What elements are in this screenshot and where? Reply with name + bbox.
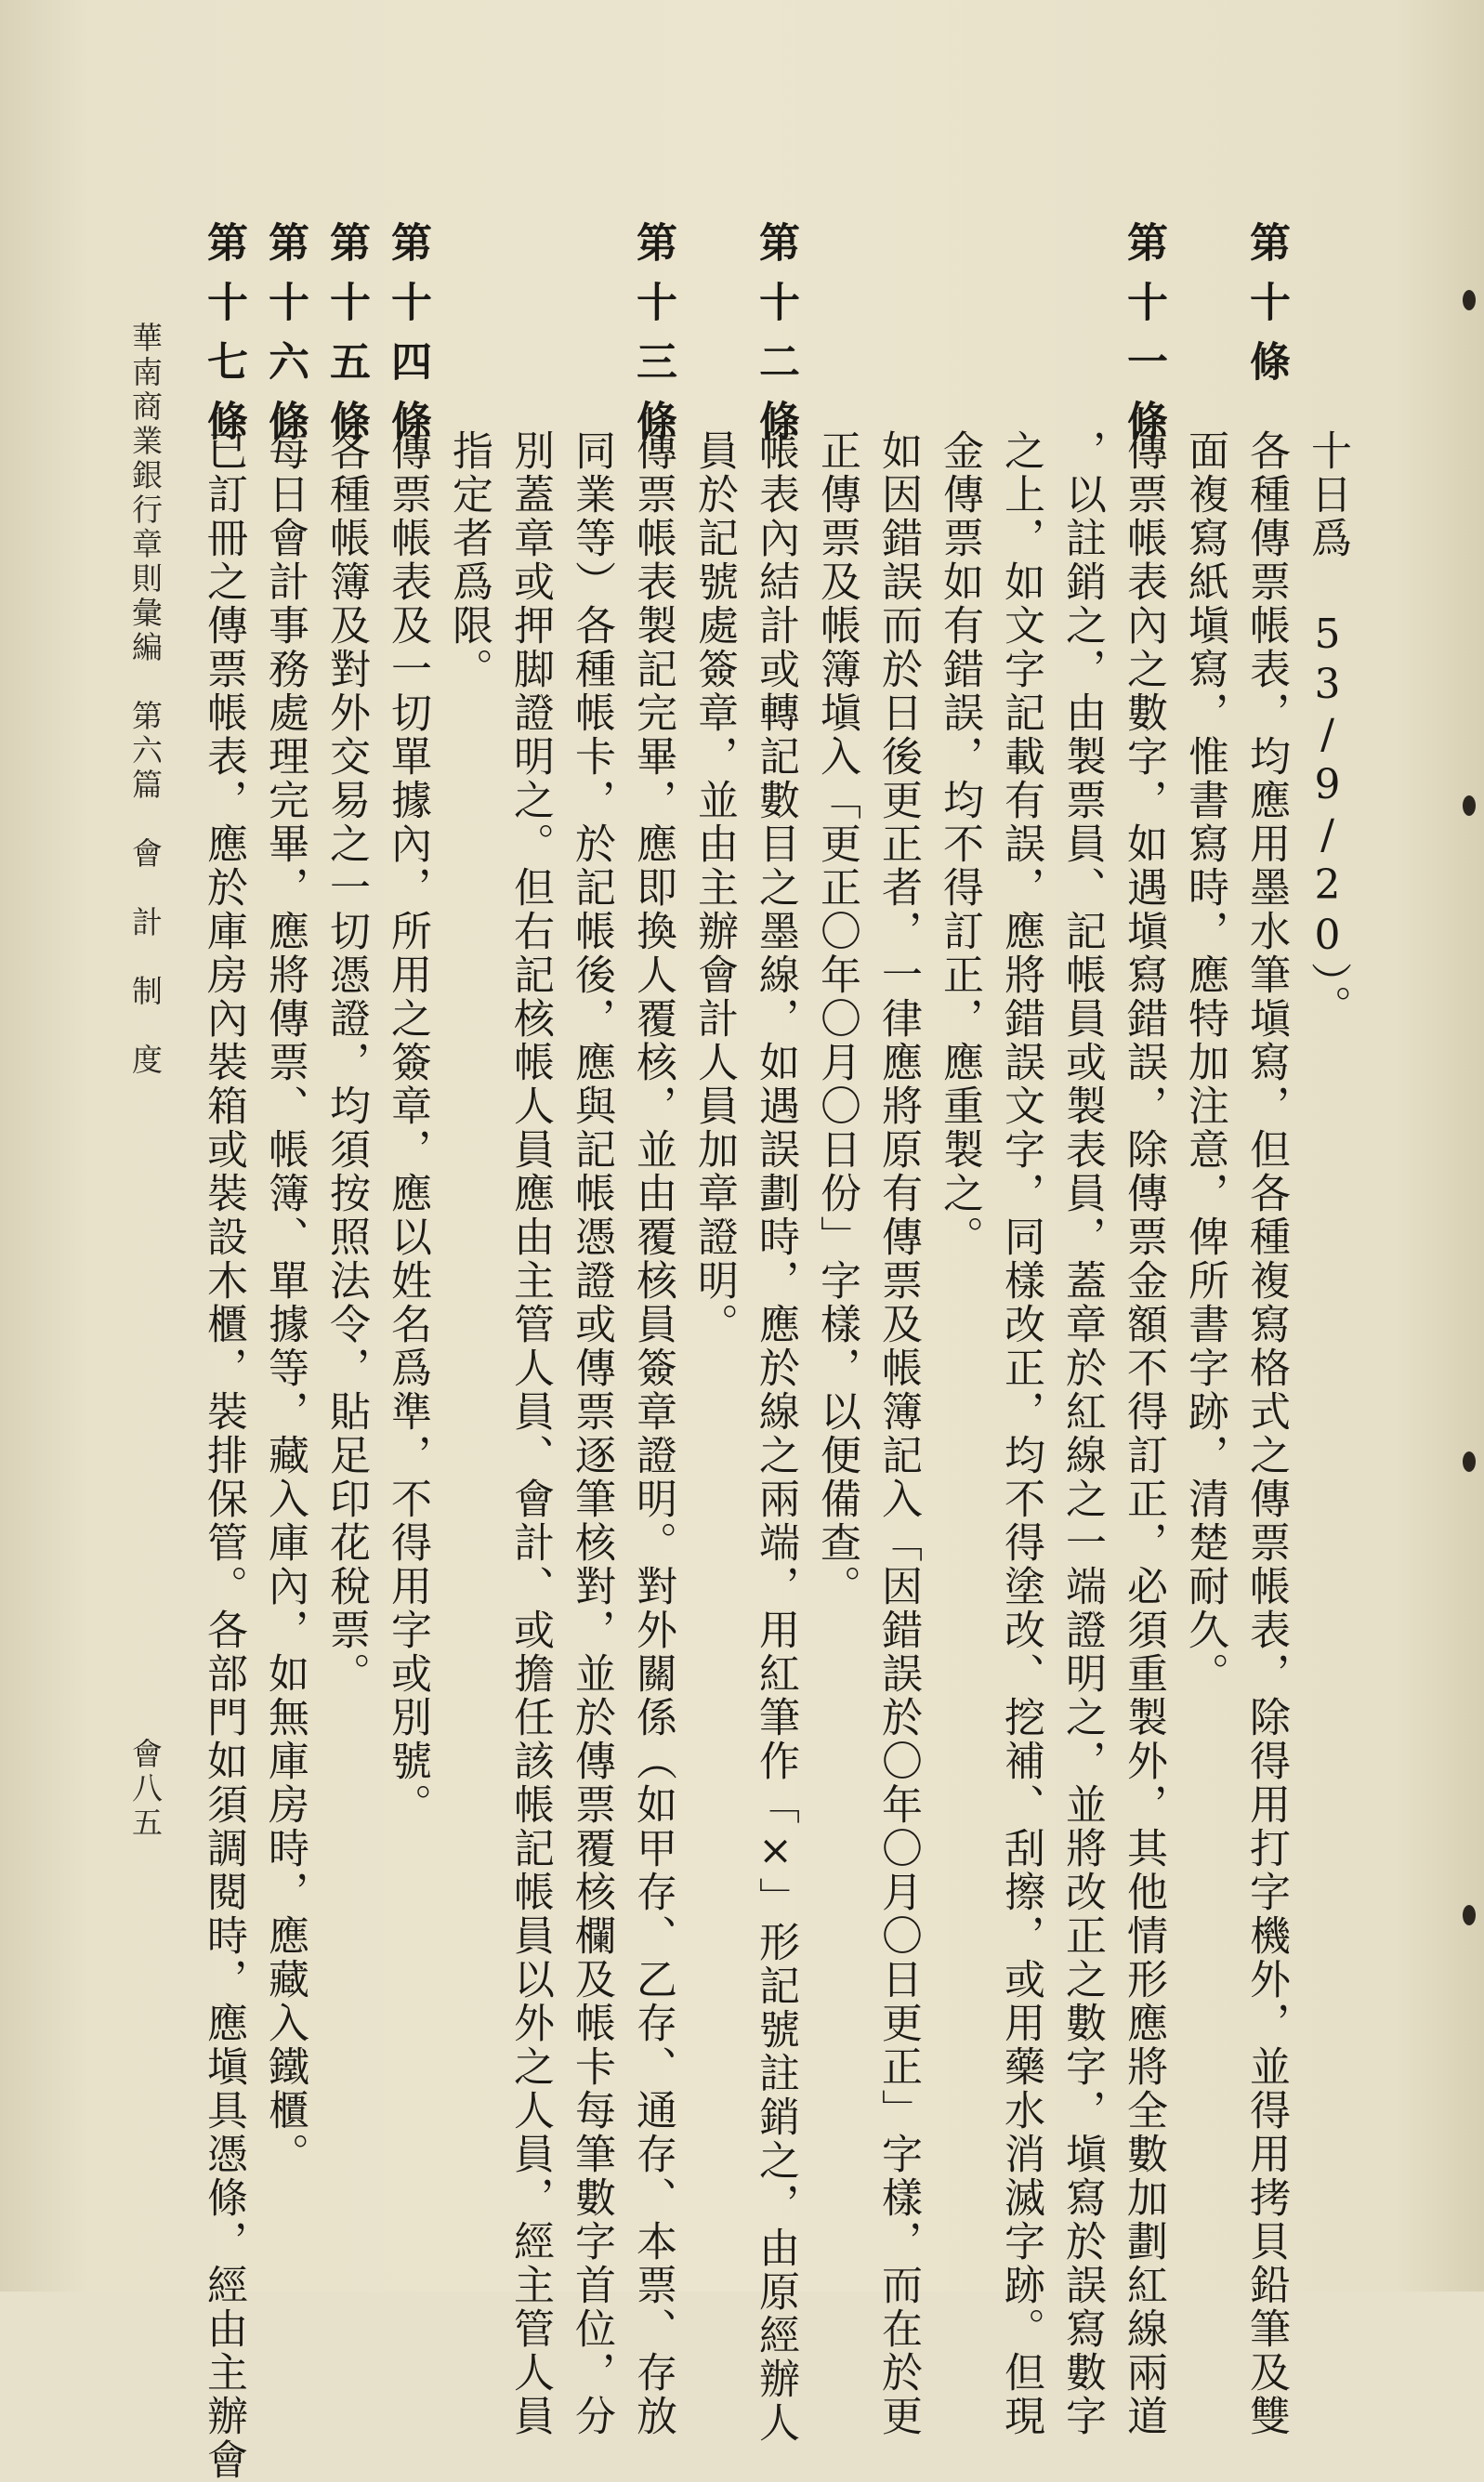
binding-hole [1463, 290, 1476, 310]
article-12-label: 第十二條 [752, 221, 799, 459]
article-15-label: 第十五條 [322, 221, 370, 459]
article-13-line-2: 別蓋章或押脚證明之。但右記核帳人員應由主管人員、會計、或擔任該帳記帳員以外之人員，經主管人員 [506, 429, 554, 2438]
article-16-label: 第十六條 [261, 221, 309, 459]
binding-hole [1463, 1905, 1476, 1925]
binding-hole [1463, 1451, 1476, 1472]
binding-hole [1463, 795, 1476, 816]
article-13-line-1: 同業等）各種帳卡，於記帳後，應與記帳憑證或傳票逐筆核對，並於傳票覆核欄及帳卡每筆數字首位，分 [568, 429, 615, 2438]
article-13-label: 第十三條 [629, 221, 676, 459]
article-11-line-3: 金傳票如有錯誤，均不得訂正，應重製之。 [936, 429, 983, 1259]
article-15-line-0: 各種帳簿及對外交易之一切憑證，均須按照法令，貼足印花稅票。 [322, 429, 370, 1696]
article-12-line-0: 帳表內結計或轉記數目之墨線，如遇誤劃時，應於線之兩端，用紅筆作「×」形記號註銷之，由原經辦人 [752, 429, 799, 2445]
article-10-line-0: 十日爲 53/9/20）。 [1304, 429, 1351, 1029]
article-13-line-3: 指定者爲限。 [445, 429, 492, 691]
book-title: 華南商業銀行章則彙編 第六篇 會 計 制 度 [127, 322, 164, 1078]
article-10-line-1: 各種傳票帳表，均應用墨水筆塡寫，但各種複寫格式之傳票帳表，除得用打字機外，並得用拷貝鉛筆及雙 [1242, 429, 1290, 2438]
article-10-label: 第十條 [1242, 221, 1290, 400]
article-12-line-1: 員於記號處簽章，並由主辦會計人員加章證明。 [690, 429, 738, 1346]
article-11-label: 第十一條 [1120, 221, 1167, 459]
article-17-label: 第十七條 [200, 221, 247, 459]
article-10-line-2: 面複寫紙塡寫，惟書寫時，應特加注意，俾所書字跡，清楚耐久。 [1181, 429, 1228, 1696]
article-11-line-0: 傳票帳表內之數字，如遇塡寫錯誤，除傳票金額不得訂正，必須重製外，其他情形應將全數加劃紅線兩道 [1120, 429, 1167, 2438]
page-number: 會八五 [127, 1738, 164, 1841]
article-11-line-1: ，以註銷之，由製票員、記帳員或製表員，蓋章於紅線之一端證明之，並將改正之數字，塡寫於誤寫數字 [1058, 429, 1106, 2438]
article-14-line-0: 傳票帳表及一切單據內，所用之簽章，應以姓名爲準，不得用字或別號。 [384, 429, 431, 1827]
article-11-line-2: 之上，如文字記載有誤，應將錯誤文字，同樣改正，均不得塗改、挖補、刮擦，或用藥水消滅字跡。但現 [997, 429, 1044, 2438]
article-14-label: 第十四條 [384, 221, 431, 459]
article-11-line-5: 正傳票及帳簿塡入「更正〇年〇月〇日份」字樣，以便備查。 [813, 429, 860, 1609]
article-11-line-4: 如因錯誤而於日後更正者，一律應將原有傳票及帳簿記入「因錯誤於〇年〇月〇日更正」字樣，而在於更 [874, 429, 922, 2438]
article-13-line-0: 傳票帳表製記完畢，應即換人覆核，並由覆核員簽章證明。對外關係（如甲存、乙存、通存、本票、存放 [629, 429, 676, 2438]
article-17-line-0: 已訂冊之傳票帳表，應於庫房內裝箱或裝設木櫃，裝排保管。各部門如須調閱時，應塡具憑條，經由主辦會 [200, 429, 247, 2482]
article-16-line-0: 每日會計事務處理完畢，應將傳票、帳簿、單據等，藏入庫內，如無庫房時，應藏入鐵櫃。 [261, 429, 309, 2176]
